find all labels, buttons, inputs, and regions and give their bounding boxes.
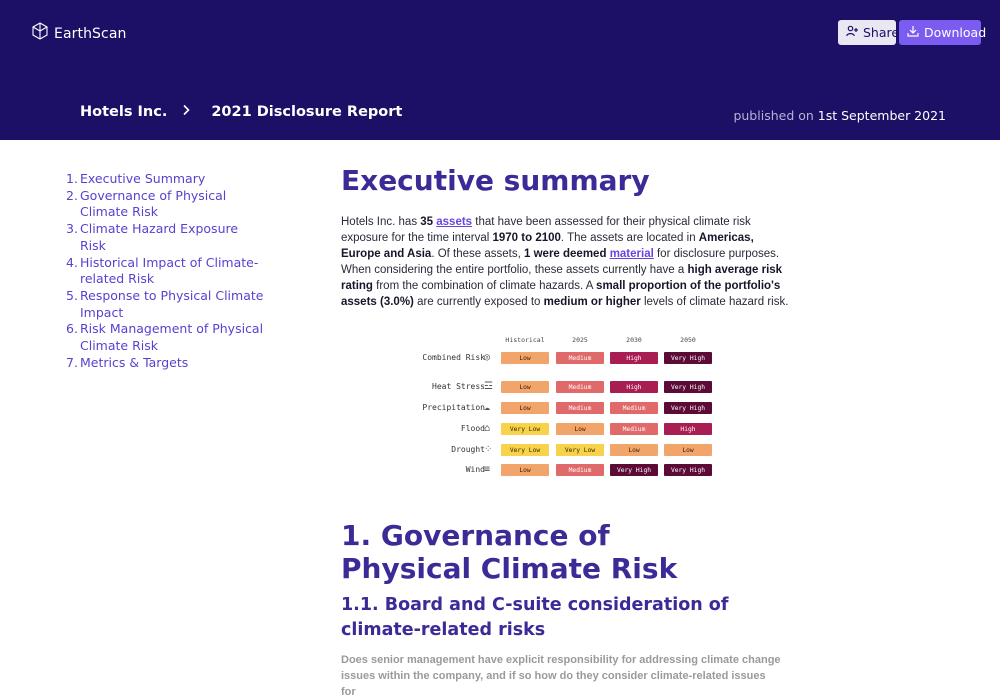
toc-item-label: Historical Impact of Climate-related Risk bbox=[80, 254, 259, 287]
rain-cloud-icon: ☁ bbox=[484, 402, 491, 413]
published-prefix: published on bbox=[733, 108, 814, 123]
text: from the combination of climate hazards. A bbox=[372, 280, 597, 292]
table-of-contents bbox=[66, 171, 266, 371]
risk-cell: Very High bbox=[664, 464, 712, 476]
time-interval: 1970 to 2100 bbox=[492, 232, 561, 244]
risk-cell: Low bbox=[501, 352, 549, 364]
toc-item-label: Climate Hazard Exposure Risk bbox=[80, 221, 239, 253]
toc-item-number: 5. bbox=[66, 287, 78, 303]
risk-cell: Medium bbox=[610, 402, 658, 414]
toc-item-label: Executive Summary bbox=[80, 171, 206, 186]
executive-summary-title: Executive summary bbox=[341, 164, 650, 197]
risk-cell: Low bbox=[610, 444, 658, 456]
toc-item[interactable] bbox=[66, 288, 266, 321]
toc-item-number: 6. bbox=[66, 321, 78, 337]
regions: Americas, Europe and Asia bbox=[341, 232, 754, 260]
asset-count: 35 bbox=[420, 216, 434, 228]
risk-cell: Medium bbox=[610, 423, 658, 435]
risk-column-header: Historical bbox=[505, 336, 545, 344]
risk-row-label: Wind bbox=[465, 465, 485, 474]
risk-cell: Low bbox=[501, 402, 549, 414]
risk-cell: Low bbox=[501, 464, 549, 476]
climate-risk-matrix bbox=[415, 336, 725, 484]
toc-item-number: 1. bbox=[66, 171, 78, 186]
risk-cell: Very Low bbox=[501, 444, 549, 456]
toc-item-number: 2. bbox=[66, 187, 78, 203]
chevron-right-icon bbox=[181, 104, 191, 120]
risk-cell: Low bbox=[664, 444, 712, 456]
logo-text: EarthScan bbox=[54, 25, 127, 42]
thermometer-icon: ☲ bbox=[484, 381, 493, 392]
toc-item-label: Risk Management of Physical Climate Risk bbox=[80, 321, 264, 354]
published-date bbox=[733, 108, 946, 123]
download-icon bbox=[907, 25, 919, 40]
risk-cell: Very Low bbox=[556, 444, 604, 456]
portfolio-proportion: small proportion of the portfolio's assets (3.0%) bbox=[341, 280, 781, 308]
governance-question: Does senior management have explicit responsibility for addressing climate change issues within the company, and if so how do they consider climate-related issues for bbox=[341, 654, 781, 698]
risk-cell: Very High bbox=[664, 381, 712, 393]
toc-item-label: Governance of Physical Climate Risk bbox=[80, 187, 227, 220]
toc-item[interactable] bbox=[66, 188, 266, 221]
risk-cell: Very High bbox=[664, 402, 712, 414]
risk-cell: High bbox=[610, 381, 658, 393]
download-button[interactable] bbox=[899, 20, 987, 45]
risk-level: medium or higher bbox=[543, 296, 641, 308]
breadcrumb-report: 2021 Disclosure Report bbox=[211, 104, 403, 120]
risk-column-header: 2025 bbox=[572, 336, 588, 344]
share-label: Share bbox=[863, 25, 900, 40]
text: . Of these assets, bbox=[431, 248, 525, 260]
risk-cell: Medium bbox=[556, 352, 604, 364]
toc-item-number: 7. bbox=[66, 354, 78, 370]
text: for disclosure purposes. When considering the entire portfolio, these assets currently have a bbox=[341, 248, 780, 276]
report-header bbox=[0, 0, 1000, 140]
risk-cell: Very High bbox=[664, 352, 712, 364]
risk-row-label: Drought bbox=[451, 445, 485, 454]
section-1-1-title: 1.1. Board and C-suite consideration of climate-related risks bbox=[341, 595, 729, 640]
risk-cell: High bbox=[610, 352, 658, 364]
toc-item-number: 4. bbox=[66, 254, 78, 270]
deemed-count: 1 were deemed bbox=[524, 248, 607, 260]
toc-item[interactable] bbox=[66, 171, 266, 188]
risk-cell: Very High bbox=[610, 464, 658, 476]
earthscan-logo-icon bbox=[32, 22, 48, 45]
material-link[interactable]: material bbox=[609, 248, 654, 260]
toc-item[interactable] bbox=[66, 321, 266, 354]
text: are currently exposed to bbox=[413, 296, 544, 308]
risk-cell: Low bbox=[501, 381, 549, 393]
section-1-title: 1. Governance of Physical Climate Risk bbox=[341, 519, 678, 585]
toc-item[interactable] bbox=[66, 221, 266, 254]
risk-rating: high average risk rating bbox=[341, 264, 783, 292]
download-label: Download bbox=[924, 25, 987, 40]
risk-row-label: Heat Stress bbox=[432, 382, 485, 391]
globe-icon: ◎ bbox=[484, 352, 491, 363]
risk-cell: Very Low bbox=[501, 423, 549, 435]
risk-cell: Medium bbox=[556, 464, 604, 476]
drought-icon: ⁘ bbox=[484, 444, 493, 455]
risk-column-header: 2050 bbox=[680, 336, 696, 344]
add-user-icon bbox=[846, 25, 858, 40]
text: that have been assessed for their physical climate risk exposure for the time interval bbox=[341, 216, 751, 244]
toc-item-number: 3. bbox=[66, 221, 78, 237]
risk-cell: High bbox=[664, 423, 712, 435]
risk-column-header: 2030 bbox=[626, 336, 642, 344]
risk-row-label: Precipitation bbox=[422, 403, 485, 412]
published-date-value: 1st September 2021 bbox=[817, 108, 946, 123]
executive-summary-paragraph bbox=[341, 214, 796, 310]
toc-item-label: Metrics & Targets bbox=[80, 354, 189, 370]
risk-cell: Medium bbox=[556, 381, 604, 393]
risk-row-label: Flood bbox=[460, 424, 485, 433]
flood-house-icon: ⌂ bbox=[484, 423, 491, 434]
share-button[interactable] bbox=[838, 20, 900, 45]
assets-link[interactable]: assets bbox=[436, 216, 473, 228]
text: . The assets are located in bbox=[560, 232, 699, 244]
risk-row-label: Combined Risk bbox=[422, 353, 485, 362]
toc-item-label: Response to Physical Climate Impact bbox=[80, 287, 264, 320]
risk-cell: Low bbox=[556, 423, 604, 435]
wind-icon: ≡ bbox=[484, 464, 491, 475]
risk-cell: Medium bbox=[556, 402, 604, 414]
text: Hotels Inc. has bbox=[341, 216, 421, 228]
breadcrumb-company[interactable]: Hotels Inc. bbox=[80, 104, 168, 120]
toc-item[interactable] bbox=[66, 255, 266, 288]
toc-item[interactable] bbox=[66, 355, 266, 372]
text: levels of climate hazard risk. bbox=[640, 296, 789, 308]
earthscan-logo[interactable] bbox=[32, 22, 126, 45]
breadcrumb bbox=[80, 104, 402, 120]
